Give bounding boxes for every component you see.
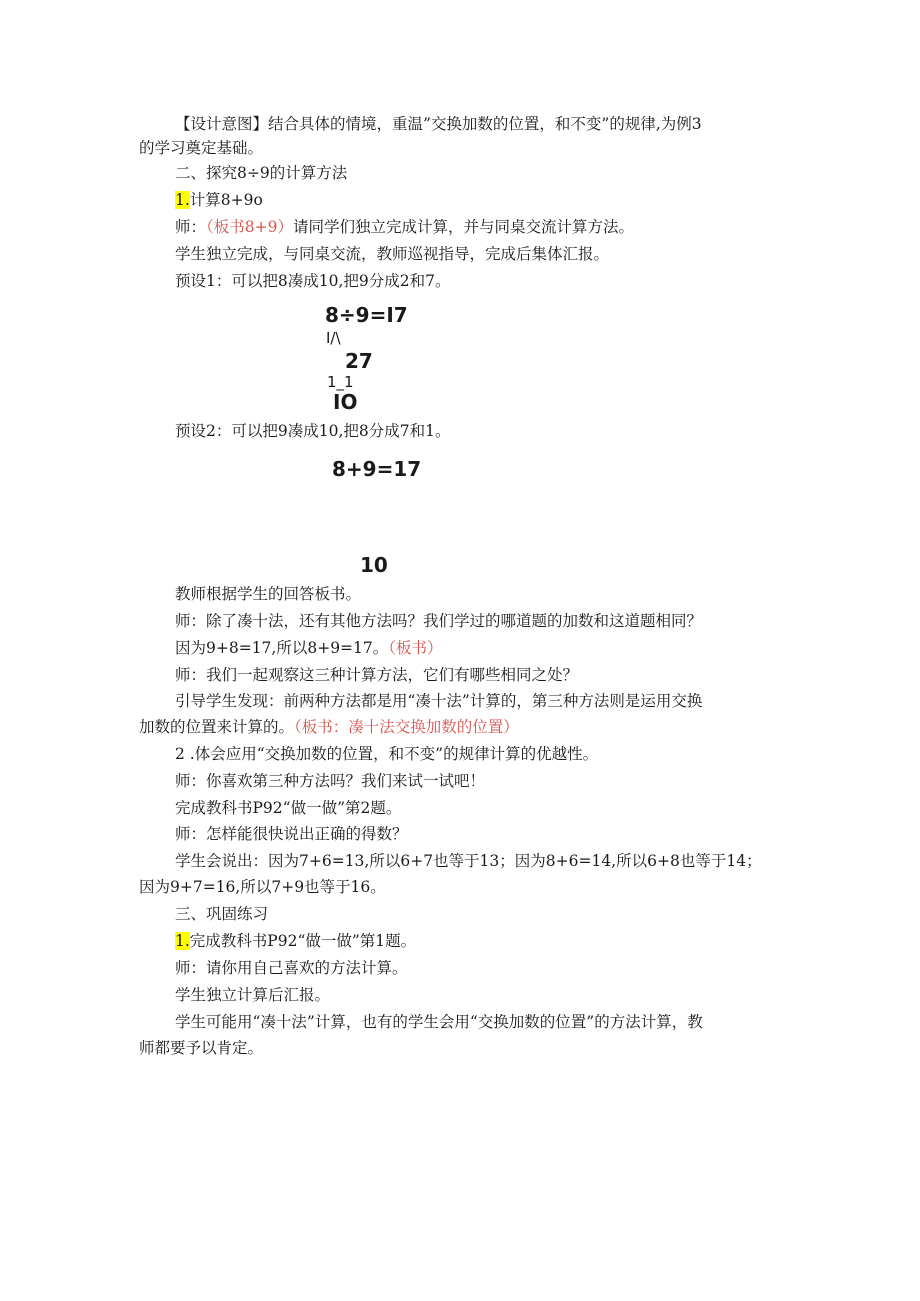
math-eq-2: 8+9=17: [332, 457, 422, 481]
textbook-task-2: 完成教科书P92“做一做”第2题。: [175, 799, 402, 817]
section-heading-explore: 二、探究8÷9的计算方法: [175, 164, 348, 182]
step-2: 2 .体会应用“交换加数的位置，和不变”的规律计算的优越性。: [175, 745, 599, 763]
students-report: 学生独立计算后汇报。: [175, 986, 331, 1004]
math-ones-1: 1_1: [327, 373, 354, 391]
teacher-favorite-method: 师：请你用自己喜欢的方法计算。: [175, 959, 408, 977]
step-1-practice: [175, 930, 825, 952]
board-note: （板书：凑十法交换加数的位置）: [294, 718, 519, 736]
instruction-text: 请同学们独立完成计算，并与同桌交流计算方法。: [292, 218, 634, 236]
preset-1: 预设1：可以把8凑成10,把9分成2和7。: [175, 272, 451, 290]
students-may-line-1: 学生可能用“凑十法”计算，也有的学生会用“交换加数的位置”的方法计算，教: [175, 1013, 703, 1031]
section-heading-practice: 三、巩固练习: [175, 905, 269, 923]
design-intent-line-2: 的学习奠定基础。: [139, 139, 264, 157]
students-say-line-1: 学生会说出：因为7+6=13,所以6+7也等于13；因为8+6=14,所以6+8也等于14；: [175, 852, 762, 870]
math-branch-1: I/\: [326, 329, 341, 347]
step-text: 完成教科书P92“做一做”第1题。: [189, 932, 417, 950]
students-say-line-2: 因为9+7=16,所以7+9也等于16。: [139, 878, 386, 896]
math-parts-1: 27: [345, 349, 373, 373]
board-note: （板书8+9）: [206, 218, 293, 236]
teacher-board-note: 教师根据学生的回答板书。: [175, 585, 362, 603]
step-1-calc: [175, 189, 825, 211]
math-eq-1: 8÷9=I7: [325, 303, 408, 327]
teacher-instruction: [175, 216, 825, 238]
board-note: （板书）: [388, 639, 443, 657]
teacher-how-quickly: 师：怎样能很快说出正确的得数？: [175, 825, 408, 843]
math-ten-2: 10: [360, 553, 388, 577]
step-number-highlight: 1.: [175, 191, 190, 209]
students-work-paragraph: 学生独立完成，与同桌交流，教师巡视指导，完成后集体汇报。: [175, 245, 610, 263]
guide-text: 加数的位置来计算的。: [139, 718, 295, 736]
teacher-like-method: 师：你喜欢第三种方法吗？我们来试一试吧！: [175, 772, 486, 790]
students-may-line-2: 师都要予以肯定。: [139, 1039, 264, 1057]
step-text: 计算8+9o: [189, 191, 263, 209]
speaker-label: 师：: [175, 218, 207, 236]
step-number-highlight: 1.: [175, 932, 190, 950]
teacher-question-other-methods: 师：除了凑十法，还有其他方法吗？我们学过的哪道题的加数和这道题相同？: [175, 612, 703, 630]
because-text: 因为9+8=17,所以8+9=17。: [175, 639, 389, 657]
preset-2: 预设2：可以把9凑成10,把8分成7和1。: [175, 422, 451, 440]
guide-discover-line-1: 引导学生发现：前两种方法都是用“凑十法”计算的，第三种方法则是运用交换: [175, 692, 703, 710]
design-intent-line-1: 【设计意图】结合具体的情境，重温”交换加数的位置，和不变”的规律,为例3: [175, 115, 702, 133]
math-ten-1: IO: [333, 390, 358, 414]
because-statement: [175, 637, 825, 659]
teacher-observe: 师：我们一起观察这三种计算方法，它们有哪些相同之处？: [175, 666, 579, 684]
guide-discover-line-2: [139, 716, 789, 738]
